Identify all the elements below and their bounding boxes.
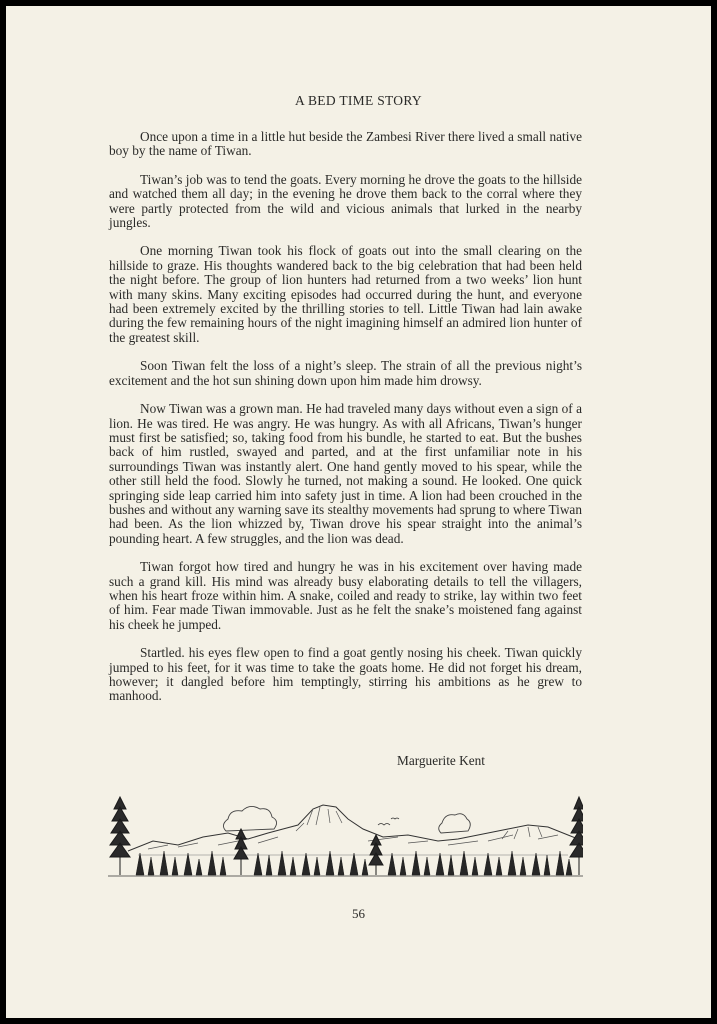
paragraph: Soon Tiwan felt the loss of a night’s sleep. The strain of all the previous night’s excitement and the hot sun shining down upon him made him drowsy. <box>109 358 582 388</box>
paragraph: Once upon a time in a little hut beside the Zambesi River there lived a small native boy by the name of Tiwan. <box>109 129 582 159</box>
document-page <box>6 6 711 1018</box>
paragraph: One morning Tiwan took his flock of goats out into the small clearing on the hillside to graze. His thoughts wandered back to the big celebration that had been held the night before. The group of lion hunters had returned from a two weeks’ lion hunt with many skins. Many exciting episodes had occurred during the hunt, and everyone had been extremely excited by the thrilling stories to tell. Little Tiwan had lain awake during the few remaining hours of the night imagining himself an admired lion hunter of the greatest skill. <box>109 243 582 345</box>
story-title: A BED TIME STORY <box>295 93 422 108</box>
paragraph: Now Tiwan was a grown man. He had traveled many days without even a sign of a lion. He was tired. He was angry. He was hungry. As with all Africans, Tiwan’s hunger must first be satisfied; so, taking food from his bundle, he started to eat. But the bushes back of him rustled, swayed and parted, and at the first unfamiliar note in his surroundings Tiwan was instantly alert. One hand gently moved to his spear, while the other still held the food. Slowly he turned, not making a sound. He looked. One quick springing side leap carried him into safety just in time. A lion had been crouched in the bushes and without any warning save its stealthy movements had sprung to where Tiwan had been. As the lion whizzed by, Tiwan drove his spear straight into the animal’s pounding heart. A few struggles, and the lion was dead. <box>109 401 582 546</box>
paragraph: Startled. his eyes flew open to find a goat gently nosing his cheek. Tiwan quickly jumped to his feet, for it was time to take the goats home. He did not forget his dream, however; it dangled before him temptingly, stirring his ambitions as he grew to manhood. <box>109 645 582 704</box>
page-number: 56 <box>352 906 365 921</box>
story-body <box>109 130 582 718</box>
paragraph: Tiwan forgot how tired and hungry he was in his excitement over having made such a grand kill. His mind was already busy elaborating details to tell the villagers, when his heart froze within him. A snake, coiled and ready to strike, lay within two feet of him. Fear made Tiwan immovable. Just as he felt the snake’s moistened fang against his cheek he jumped. <box>109 559 582 632</box>
mountain-forest-illustration <box>108 789 583 878</box>
author-signature: Marguerite Kent <box>397 753 486 768</box>
paragraph: Tiwan’s job was to tend the goats. Every morning he drove the goats to the hillside and watched them all day; in the evening he drove them back to the corral where they were partly protected from the wild and vicious animals that lurked in the nearby jungles. <box>109 171 582 231</box>
